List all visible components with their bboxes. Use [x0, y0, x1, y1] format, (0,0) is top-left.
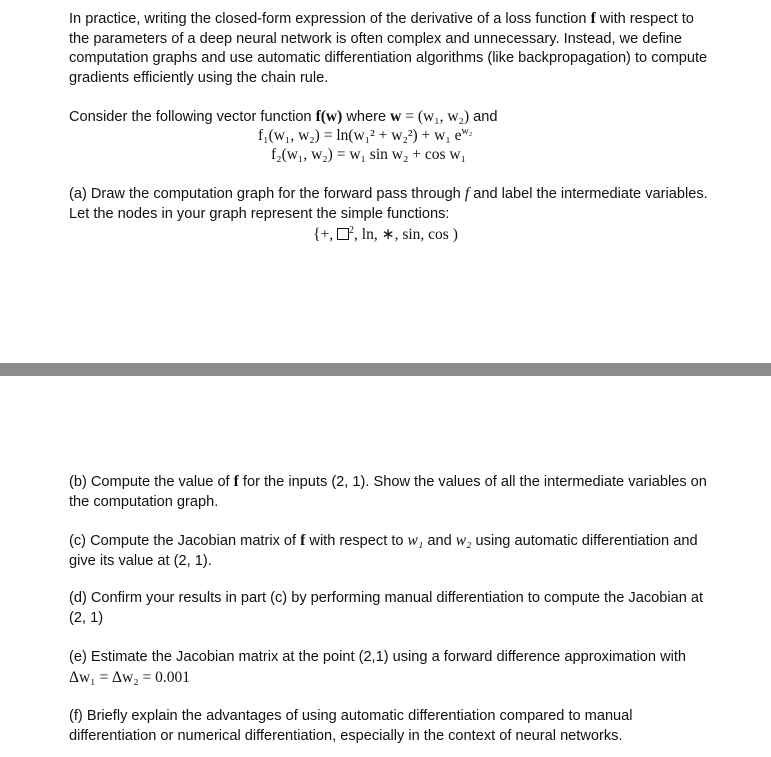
equation-f2	[271, 146, 466, 164]
page-two	[0, 376, 771, 757]
part-c-f: f	[300, 532, 306, 549]
intro-paragraph	[69, 9, 709, 88]
consider-where: where	[342, 109, 391, 125]
part-b-suffix: for the inputs (2, 1). Show the values of all the intermediate variables on the computation graph.	[69, 474, 707, 510]
functions-rest: , ln, ∗, sin, cos )	[354, 226, 458, 243]
part-c-suffix: using automatic differentiation and give its value at (2, 1).	[69, 533, 698, 569]
consider-fw: f(w)	[315, 108, 343, 125]
part-a-suffix: and label the intermediate variables. Let the nodes in your graph represent the simple functions:	[69, 186, 708, 222]
part-c-and: and	[423, 533, 456, 549]
consider-prefix: Consider the following vector function	[69, 109, 316, 125]
functions-set	[0, 226, 771, 244]
part-a	[69, 184, 709, 224]
part-e	[69, 648, 709, 688]
functions-square-exponent: 2	[349, 224, 355, 236]
equation-f1-exponent: w₂	[461, 125, 473, 137]
equation-f2-text: f₂(w₁, w₂) = w₁ sin w₂ + cos w₁	[271, 146, 466, 163]
consider-w-def: = (w₁, w₂)	[401, 108, 470, 125]
part-c-w2: w₂	[455, 532, 472, 549]
part-d	[69, 589, 709, 628]
equation-f1-text: f₁(w₁, w₂) = ln(w₁² + w₂²) + w₁ e	[258, 127, 462, 144]
part-c-mid: with respect to	[305, 533, 408, 549]
part-b-prefix: (b) Compute the value of	[69, 474, 234, 490]
consider-and: and	[469, 109, 498, 125]
part-b	[69, 472, 709, 512]
part-f-text: (f) Briefly explain the advantages of using automatic differentiation compared to manual differentiation or numerical differentiation, especially in the context of neural networks.	[69, 708, 633, 744]
part-b-f: f	[233, 473, 239, 490]
functions-open: {+,	[313, 226, 338, 243]
part-c	[69, 531, 709, 571]
part-e-prefix: (e) Estimate the Jacobian matrix at the point (2,1) using a forward difference approximation with	[69, 649, 687, 665]
consider-w: w	[390, 108, 402, 125]
part-c-prefix: (c) Compute the Jacobian matrix of	[69, 533, 301, 549]
equation-f1	[258, 127, 472, 145]
part-e-delta: Δw₁ = Δw₂ = 0.001	[69, 668, 190, 686]
part-a-f: f	[464, 185, 470, 202]
part-a-prefix: (a) Draw the computation graph for the forward pass through	[69, 186, 465, 202]
part-d-text: (d) Confirm your results in part (c) by performing manual differentiation to compute the Jacobian at (2, 1)	[69, 590, 704, 626]
intro-prefix: In practice, writing the closed-form expression of the derivative of a loss function	[69, 11, 591, 27]
part-f	[69, 707, 709, 746]
intro-suffix: with respect to the parameters of a deep neural network is often complex and unnecessary. Instead, we define computation graphs and use automatic differentiation algorithms (like backpropagation) to compute gradients efficiently using the chain rule.	[69, 11, 708, 86]
page-separator	[0, 363, 771, 376]
part-c-w1: w₁	[407, 532, 424, 549]
consider-line	[69, 107, 709, 128]
intro-f-symbol: f	[590, 10, 596, 27]
page-one	[0, 0, 771, 363]
square-placeholder-icon	[337, 228, 349, 240]
